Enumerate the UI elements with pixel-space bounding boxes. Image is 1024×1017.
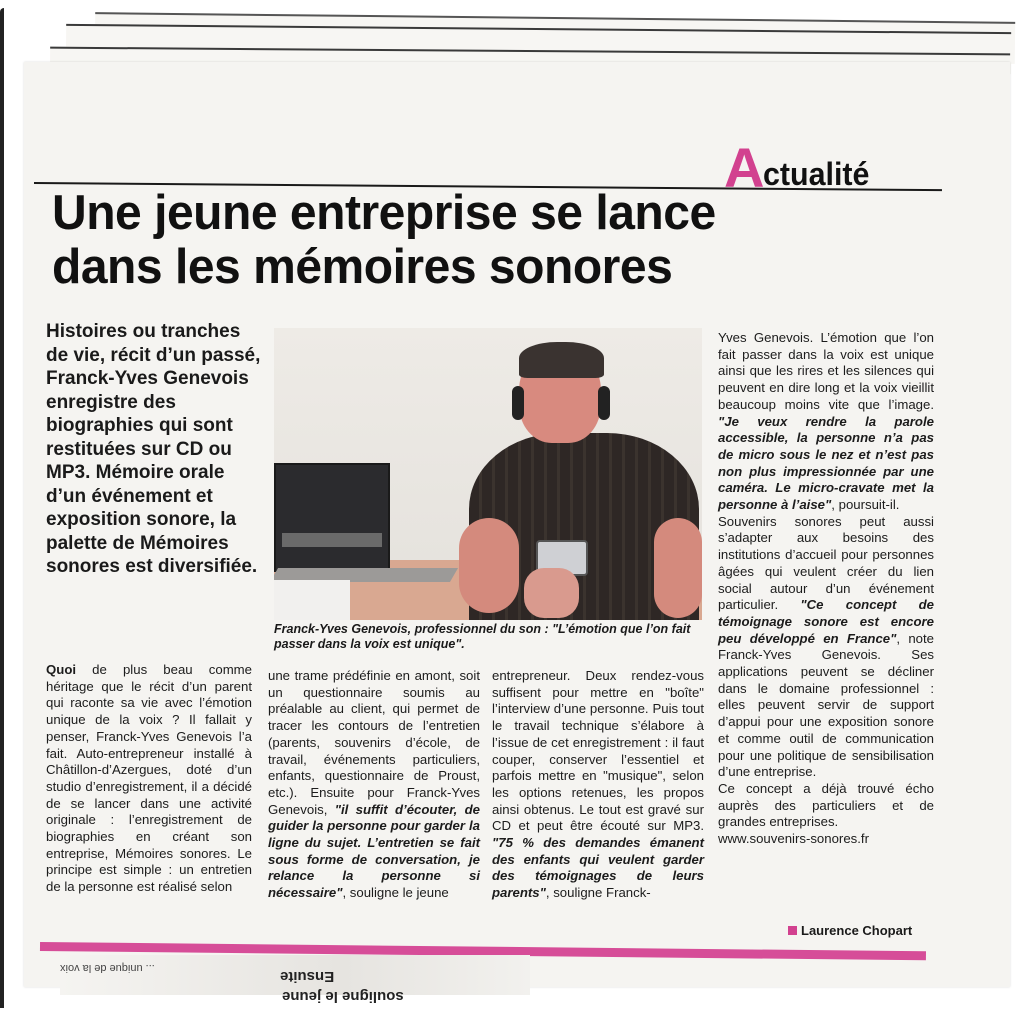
author-name: Laurence Chopart [801, 923, 913, 938]
column-text: , poursuit-il. [831, 497, 900, 513]
section-label: ctualité [763, 156, 870, 192]
byline [788, 923, 912, 938]
column-text: , souligne le jeune [342, 885, 449, 901]
bleed-through-text: Ensuite [280, 968, 335, 985]
column-text: Yves Genevois. L’émotion que l’on fait passer dans la voix est unique ainsi que les rires et les silences qui peuvent en dire long et la voix vieillit beaucoup moins vite que l’image. [718, 330, 934, 412]
pull-quote: "il suffit d’écouter, de guider la personne pour garder la ligne du sujet. L’entretien se fait sous forme de conversation, je relance la personne si nécessaire" [268, 801, 480, 901]
photo-caption: Franck-Yves Genevois, professionnel du son : "L’émotion que l’on fait passer dans la voix est unique". [274, 622, 691, 651]
laptop-icon [274, 463, 390, 572]
scan-edge [0, 8, 4, 1008]
article-column-2 [268, 668, 480, 902]
bleed-through-text: souligne le jeune [282, 988, 404, 1005]
pull-quote: "Je veux rendre la parole accessible, la personne n’a pas de micro sous le nez et n’est pas non plus impressionnée par une caméra. Le micro-cravate met la personne à l’aise" [718, 413, 934, 513]
waveform-icon [282, 533, 382, 547]
photo-paper [274, 580, 350, 620]
newspaper-page [24, 62, 1010, 987]
bleed-through-text: ... unique de la voix [60, 962, 155, 974]
column-text: de plus beau comme héritage que le récit d’un parent qui raconte sa vie avec l’émotion unique de la voix ? Il fallait y penser, Franck-Yves Genevois l’a fait. Auto-entrepreneur installé à Châtillon-d’Azergues, doté d’un studio d’enregistrement, il a décidé de se lancer dans une activité originale : l’enregistrement de biographies en créant son entreprise, Mémoires sonores. Le principe est simple : un entretien de la personne est réalisé selon [46, 662, 252, 895]
headline [52, 186, 934, 294]
article-column-1 [46, 662, 252, 896]
headphones-icon [512, 386, 524, 420]
byline-square-icon [788, 926, 797, 935]
pull-quote: "Ce concept de témoignage sonore est encore peu développé en France" [718, 597, 934, 646]
drop-lead-word: Quoi [46, 662, 77, 677]
pull-quote: "75 % des demandes émanent des enfants qui veulent garder des témoignages de leurs parents" [492, 835, 704, 901]
headline-line-2: dans les mémoires sonores [52, 240, 673, 294]
section-header [724, 136, 875, 199]
person-arm-left [459, 518, 519, 613]
person-arm-right [654, 518, 702, 618]
article-column-4 [718, 330, 934, 848]
website-link[interactable]: www.souvenirs-sonores.fr [718, 831, 869, 847]
column-text: , souligne Franck- [545, 885, 651, 901]
headphones-icon [598, 386, 610, 420]
person-hand [524, 568, 579, 618]
article-column-3 [492, 668, 704, 902]
article-photo [274, 328, 702, 620]
lead-paragraph: Histoires ou tranches de vie, récit d’un passé, Franck-Yves Genevois enregistre des biographies qui sont restituées sur CD ou MP3. Mémoire orale d’un événement et exposition sonore, la palette de Mémoires sonores est diversifiée. [46, 321, 261, 577]
column-text: entrepreneur. Deux rendez-vous suffisent pour mettre en "boîte" l’interview d’une personne. Puis tout le travail technique s’élabore à l’issue de cet enregistrement : il faut couper, conserver l’essentiel et parfois mettre en "musique", selon les options retenues, les propos ainsi obtenus. Le tout est gravé sur CD et peut être écouté sur MP3. [492, 668, 704, 834]
column-text: , note Franck-Yves Genevois. Ses applications peuvent se décliner dans le domaine professionnel : elles peuvent servir de support d’appui pour une exposition sonore et comme outil de communication pour une politique de sensibilisation d’une entreprise. [718, 630, 934, 780]
column-text: une trame prédéfinie en amont, soit un questionnaire soumis au préalable au client, qui permet de tracer les contours de l’entretien (parents, souvenirs d’école, de travail, événements particuliers, enfants, questionnaire de Proust, etc.). Ensuite pour Franck-Yves Genevois, [268, 668, 480, 817]
section-initial: A [724, 136, 763, 199]
column-text: Ce concept a déjà trouvé écho auprès des particuliers et de grandes entreprises. [718, 780, 934, 830]
person-hair [519, 342, 604, 378]
column-text: Souvenirs sonores peut aussi s’adapter aux besoins des institutions d’accueil pour personnes âgées qui veulent créer du lien social autour d’un événement particulier. [718, 513, 934, 613]
headline-line-1: Une jeune entreprise se lance [52, 186, 716, 240]
